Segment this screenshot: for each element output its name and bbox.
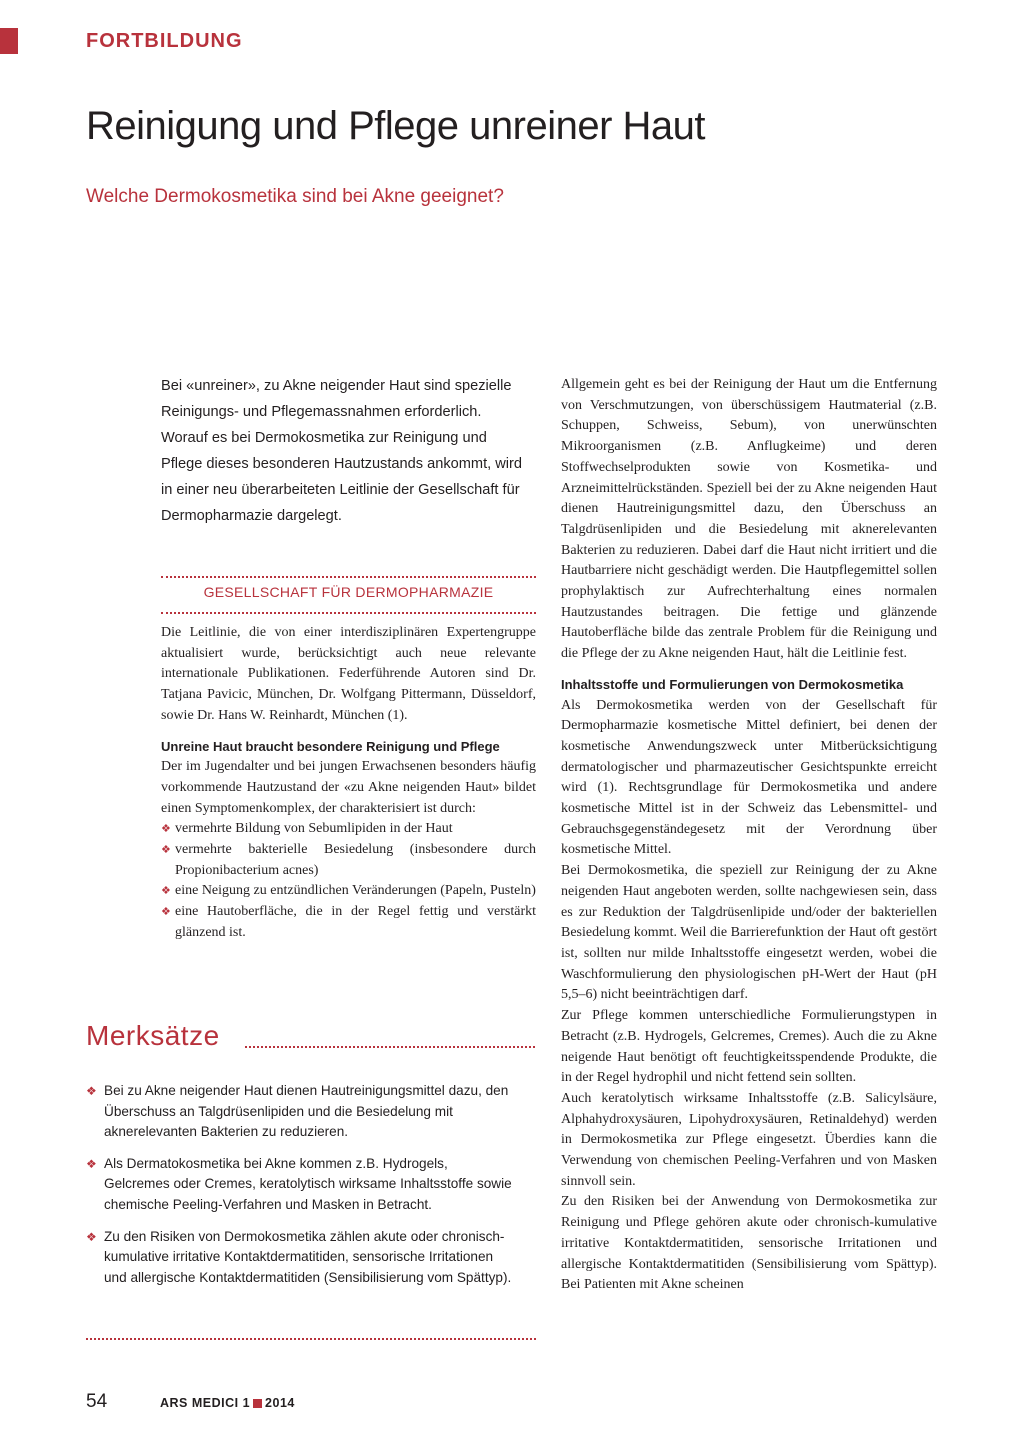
list-item: ❖ vermehrte bakterielle Besiedelung (insbesondere durch Propionibacterium acnes) bbox=[161, 840, 536, 881]
section-heading-inhaltsstoffe: Inhaltsstoffe und Formulierungen von Dermokosmetika bbox=[561, 676, 904, 692]
author-byline: GESELLSCHAFT FÜR DERMOPHARMAZIE bbox=[203, 584, 494, 600]
article-title: Reinigung und Pflege unreiner Haut bbox=[86, 104, 705, 148]
list-item: ❖ Zu den Risiken von Dermokosmetika zählen akute oder chronisch-kumulative irritative Kontaktdermatitiden, sensorische Irritationen und allergische Kontaktdermatitiden (Sensibilisierung vom Spättyp). bbox=[86, 1227, 516, 1289]
journal-footer bbox=[160, 1396, 295, 1410]
diamond-bullet-icon: ❖ bbox=[86, 1229, 97, 1244]
article-lead: Bei «unreiner», zu Akne neigender Haut sind spezielle Reinigungs- und Pflegemassnahmen erforderlich. Worauf es bei Dermokosmetika zur Reinigung und Pflege dieses besonderen Hautzustands ankommt, wird in einer neu überarbeiteten Leitlinie der Gesellschaft für Dermopharmazie dargelegt. bbox=[161, 378, 522, 524]
diamond-bullet-icon: ❖ bbox=[86, 1084, 97, 1098]
diamond-bullet-icon: ❖ bbox=[161, 885, 171, 898]
symptoms-paragraph: Der im Jugendalter und bei jungen Erwachsenen besonders häufig vorkommende Hautzustand der «zu Akne neigenden Haut» bildet einen Symptomenkomplex, der charakterisiert ist durch: bbox=[161, 759, 536, 816]
merksaetze-heading-rule bbox=[245, 1046, 535, 1048]
page-number: 54 bbox=[86, 1391, 108, 1412]
byline-divider-top bbox=[161, 576, 536, 578]
diamond-bullet-icon: ❖ bbox=[161, 906, 171, 919]
merksaetze-list bbox=[86, 1081, 516, 1299]
paragraph: Als Dermokosmetika werden von der Gesellschaft für Dermopharmazie kosmetische Mittel definiert, bei denen der kosmetische Anwendungszweck unter Mitberücksichtigung dermatologischer und pharmazeutischer Gesichtspunkte erreicht wird (1). Rechtsgrundlage für Dermokosmetika und andere kosmetische Mittel ist in der Schweiz das Lebensmittel- und Gebrauchsgegenständegesetz mit der Verordnung über kosmetische Mittel. bbox=[561, 697, 937, 858]
list-item: ❖ eine Hautoberfläche, die in der Regel fettig und verstärkt glänzend ist. bbox=[161, 902, 536, 943]
paragraph: Bei Dermokosmetika, die speziell zur Reinigung der zu Akne neigenden Haut angeboten werden, sollte nachgewiesen sein, dass es zur Reduktion der Talgdrüsenlipide und/oder der bakteriellen Besiedelung kommt. Weil die Barrierefunktion der Haut oft gestört ist, sollten nur milde Inhaltsstoffe eingesetzt werden, wobei die Waschformulierung den physiologischen pH-Wert der Haut (pH 5,5–6) nicht beeinträchtigen darf. bbox=[561, 863, 937, 1003]
intro-paragraph: Die Leitlinie, die von einer interdisziplinären Expertengruppe aktualisiert wurde, berücksichtigt auch neue relevante internationale Publikationen. Federführende Autoren sind Dr. Tatjana Pavicic, München, Dr. Wolfgang Pittermann, Düsseldorf, sowie Dr. Hans W. Reinhardt, München (1). bbox=[161, 625, 536, 723]
paragraph: Zu den Risiken bei der Anwendung von Dermokosmetika zur Reinigung und Pflege gehören akute oder chronisch-kumulative irritative Kontaktdermatitiden, sensorische Irritationen und allergische Kontaktdermatitiden (Sensibilisierung vom Spättyp). Bei Patienten mit Akne scheinen bbox=[561, 1194, 937, 1293]
paragraph: Zur Pflege kommen unterschiedliche Formulierungstypen in Betracht (z.B. Hydrogels, Gelcremes, Cremes). Auch die zu Akne neigende Haut benötigt oft feuchtigkeitsspendende Produkte, die in der Regel hydrophil und nicht fettend sein sollten. bbox=[561, 1008, 937, 1086]
merksaetze-bottom-rule bbox=[86, 1338, 536, 1340]
section-marker bbox=[0, 28, 18, 54]
journal-year: 2014 bbox=[265, 1396, 295, 1410]
diamond-bullet-icon: ❖ bbox=[161, 823, 171, 836]
right-column bbox=[561, 375, 937, 1296]
paragraph: Allgemein geht es bei der Reinigung der Haut um die Entfernung von Verschmutzungen, von überschüssigem Hautmaterial (z.B. Schuppen, Schweiss, Sebum), von unerwünschten Mikroorganismen (z.B. Anflugkeime) und deren Stoffwechselprodukten sowie von Kosmetika- und Arzneimittelrückständen. Speziell bei der zu Akne neigenden Haut dienen Hautreinigungsmittel dazu, den Überschuss an Talgdrüsenlipiden und die Besiedelung mit aknerelevanten Bakterien zu reduzieren. Dabei darf die Haut nicht irritiert und die Hautbarriere nicht geschädigt werden. Die Hautpflegemittel sollen prophylaktisch zur Aufrechterhaltung eines normalen Hautzustandes beitragen. Die fettige und glänzende Hautoberfläche bilde das zentrale Problem für die Reinigung und die Pflege der zu Akne neigenden Haut, hält die Leitlinie fest. bbox=[561, 377, 937, 662]
list-item: ❖ Als Dermatokosmetika bei Akne kommen z.B. Hydrogels, Gelcremes oder Cremes, keratolytisch wirksame Inhaltsstoffe sowie chemische Peeling-Verfahren und Masken in Betracht. bbox=[86, 1154, 516, 1216]
paragraph: Auch keratolytisch wirksame Inhaltsstoffe (z.B. Salicylsäure, Alphahydroxysäuren, Lipohydroxysäuren, Retinaldehyd) werden in Dermokosmetika zur Pflege eingesetzt. Überdies kann die Verwendung von chemischen Peeling-Verfahren und von Masken sinnvoll sein. bbox=[561, 1090, 937, 1189]
section-label: FORTBILDUNG bbox=[86, 30, 243, 52]
list-item: ❖ eine Neigung zu entzündlichen Veränderungen (Papeln, Pusteln) bbox=[161, 881, 536, 902]
left-column bbox=[161, 623, 536, 944]
merksaetze-heading: Merksätze bbox=[86, 1020, 220, 1051]
list-item: ❖ Bei zu Akne neigender Haut dienen Hautreinigungsmittel dazu, den Überschuss an Talgdrüsenlipiden und die Besiedelung mit aknerelevanten Bakterien zu reduzieren. bbox=[86, 1081, 516, 1143]
journal-name: ARS MEDICI 1 bbox=[160, 1396, 251, 1410]
byline-divider-bottom bbox=[161, 612, 536, 614]
square-icon bbox=[253, 1399, 262, 1408]
section-heading-unreine-haut: Unreine Haut braucht besondere Reinigung und Pflege bbox=[161, 738, 500, 754]
diamond-bullet-icon: ❖ bbox=[86, 1156, 97, 1171]
article-subtitle: Welche Dermokosmetika sind bei Akne geeignet? bbox=[86, 186, 504, 207]
list-item: ❖ vermehrte Bildung von Sebumlipiden in der Haut bbox=[161, 819, 536, 840]
diamond-bullet-icon: ❖ bbox=[161, 844, 171, 857]
